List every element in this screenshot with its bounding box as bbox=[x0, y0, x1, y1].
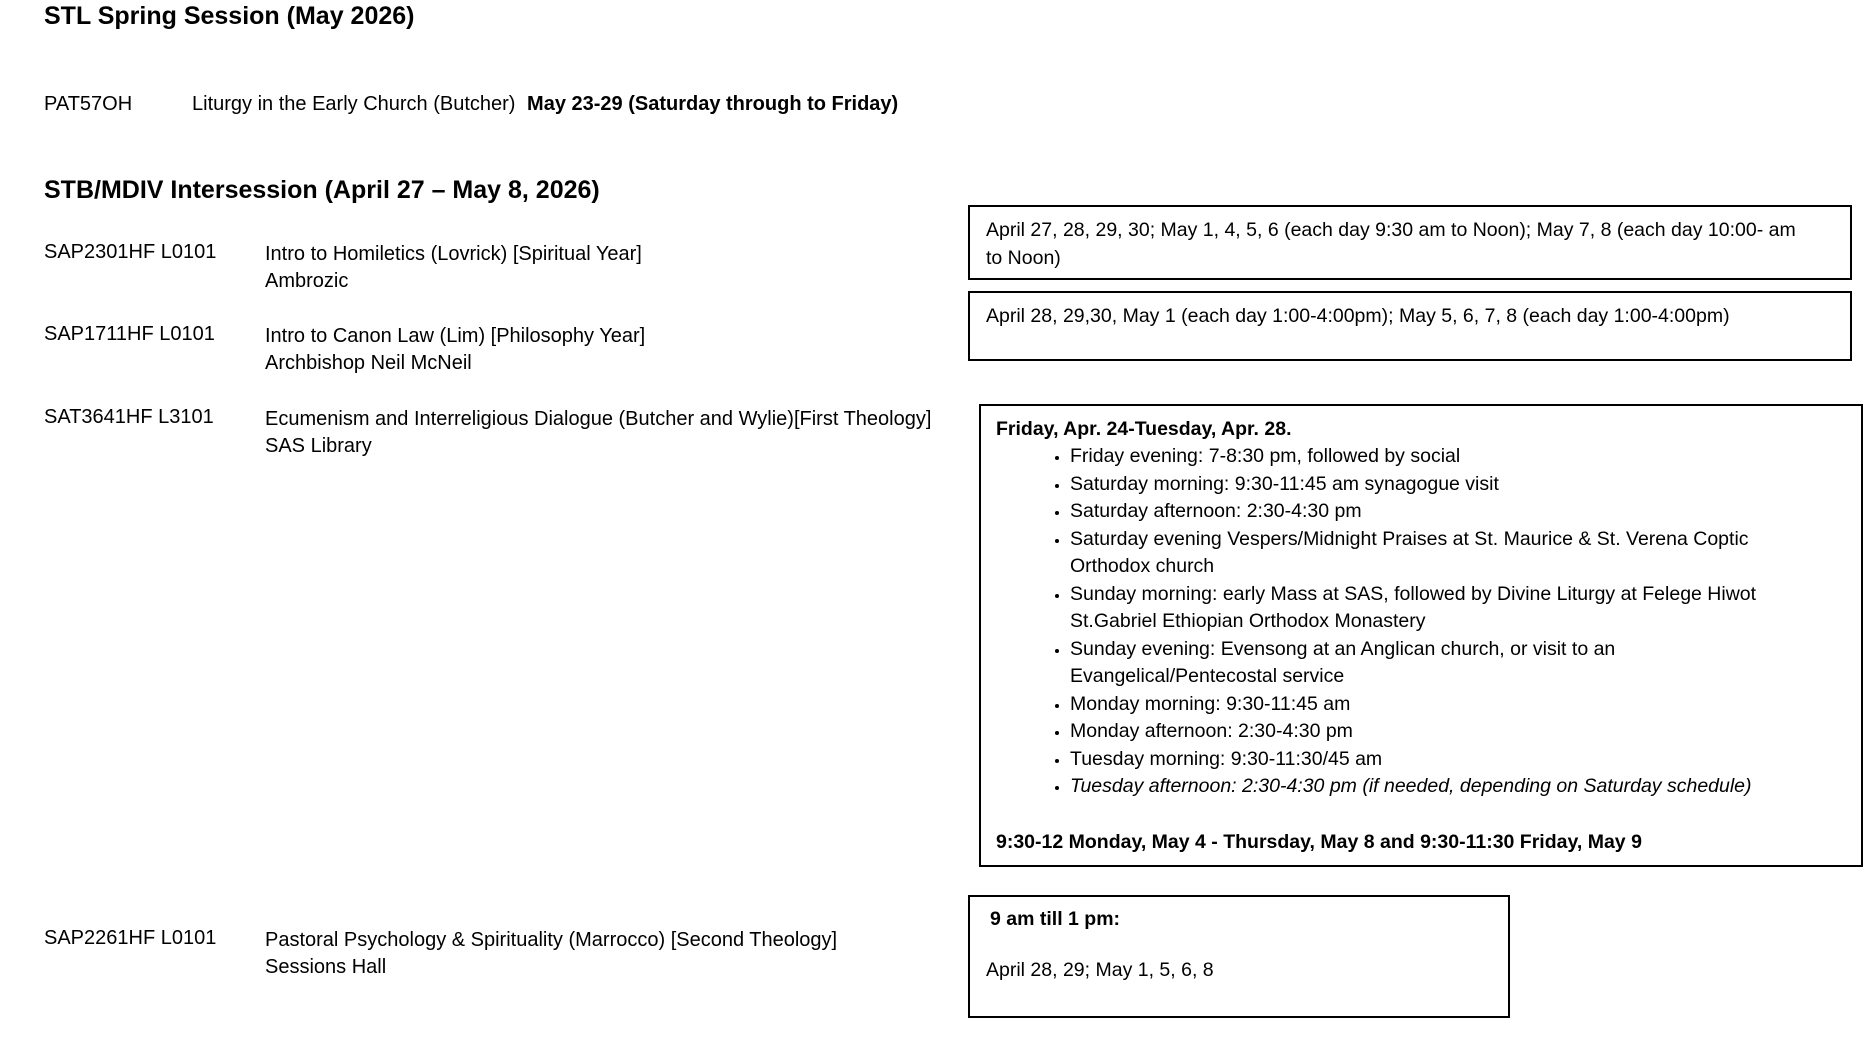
list-item: • Tuesday morning: 9:30-11:30/45 am bbox=[1070, 746, 1861, 774]
course-code: SAT3641HF L3101 bbox=[44, 406, 214, 428]
course-title bbox=[192, 93, 898, 116]
list-item: • Friday evening: 7-8:30 pm, followed by social bbox=[1070, 443, 1861, 471]
course-code: PAT57OH bbox=[44, 93, 133, 115]
list-item: • Tuesday afternoon: 2:30-4:30 pm (if needed, depending on Saturday schedule) bbox=[1070, 773, 1861, 801]
list-item: • Monday morning: 9:30-11:45 am bbox=[1070, 691, 1861, 719]
course-info bbox=[265, 927, 837, 981]
course-title-text: Liturgy in the Early Church (Butcher) bbox=[192, 93, 516, 115]
schedule-line: April 28, 29; May 1, 5, 6, 8 bbox=[986, 959, 1214, 981]
schedule-heading: Friday, Apr. 24-Tuesday, Apr. 28. bbox=[996, 418, 1292, 440]
spring-session-heading: STL Spring Session (May 2026) bbox=[44, 2, 415, 30]
schedule-line: to Noon) bbox=[986, 247, 1061, 269]
list-item: • Sunday evening: Evensong at an Anglican church, or visit to an Evangelical/Pentecostal service bbox=[1070, 636, 1861, 691]
course-title: Ecumenism and Interreligious Dialogue (Butcher and Wylie)[First Theology] bbox=[265, 408, 932, 430]
course-location: SAS Library bbox=[265, 435, 372, 457]
course-title: Intro to Canon Law (Lim) [Philosophy Year] bbox=[265, 325, 646, 347]
course-location: Sessions Hall bbox=[265, 956, 387, 978]
course-code: SAP2261HF L0101 bbox=[44, 927, 217, 949]
course-title: Intro to Homiletics (Lovrick) [Spiritual Year] bbox=[265, 243, 642, 265]
schedule-box bbox=[979, 404, 1863, 867]
intersession-heading: STB/MDIV Intersession (April 27 – May 8, 2026) bbox=[44, 176, 600, 204]
course-info bbox=[265, 323, 645, 377]
course-title: Pastoral Psychology & Spirituality (Marrocco) [Second Theology] bbox=[265, 929, 838, 951]
schedule-footer: 9:30-12 Monday, May 4 - Thursday, May 8 and 9:30-11:30 Friday, May 9 bbox=[996, 830, 1642, 853]
course-info bbox=[265, 406, 931, 460]
list-item: • Saturday evening Vespers/Midnight Praises at St. Maurice & St. Verena Coptic Orthodox church bbox=[1070, 526, 1861, 581]
course-location: Archbishop Neil McNeil bbox=[265, 352, 472, 374]
list-item: • Saturday afternoon: 2:30-4:30 pm bbox=[1070, 498, 1861, 526]
schedule-box bbox=[968, 895, 1510, 1018]
schedule-line: April 27, 28, 29, 30; May 1, 4, 5, 6 (each day 9:30 am to Noon); May 7, 8 (each day 10:00- am bbox=[986, 219, 1796, 241]
schedule-heading: 9 am till 1 pm: bbox=[990, 908, 1121, 930]
list-item: • Saturday morning: 9:30-11:45 am synagogue visit bbox=[1070, 471, 1861, 499]
schedule-box bbox=[968, 291, 1852, 361]
schedule-line: April 28, 29,30, May 1 (each day 1:00-4:00pm); May 5, 6, 7, 8 (each day 1:00-4:00pm) bbox=[986, 305, 1730, 327]
list-item: • Monday afternoon: 2:30-4:30 pm bbox=[1070, 718, 1861, 746]
course-dates: May 23-29 (Saturday through to Friday) bbox=[527, 93, 899, 115]
course-code: SAP2301HF L0101 bbox=[44, 241, 217, 263]
schedule-list bbox=[996, 443, 1861, 801]
list-item: • Sunday morning: early Mass at SAS, followed by Divine Liturgy at Felege Hiwot St.Gabriel Ethiopian Orthodox Monastery bbox=[1070, 581, 1861, 636]
course-location: Ambrozic bbox=[265, 270, 349, 292]
course-info bbox=[265, 241, 642, 295]
schedule-box bbox=[968, 205, 1852, 280]
course-code: SAP1711HF L0101 bbox=[44, 323, 215, 345]
